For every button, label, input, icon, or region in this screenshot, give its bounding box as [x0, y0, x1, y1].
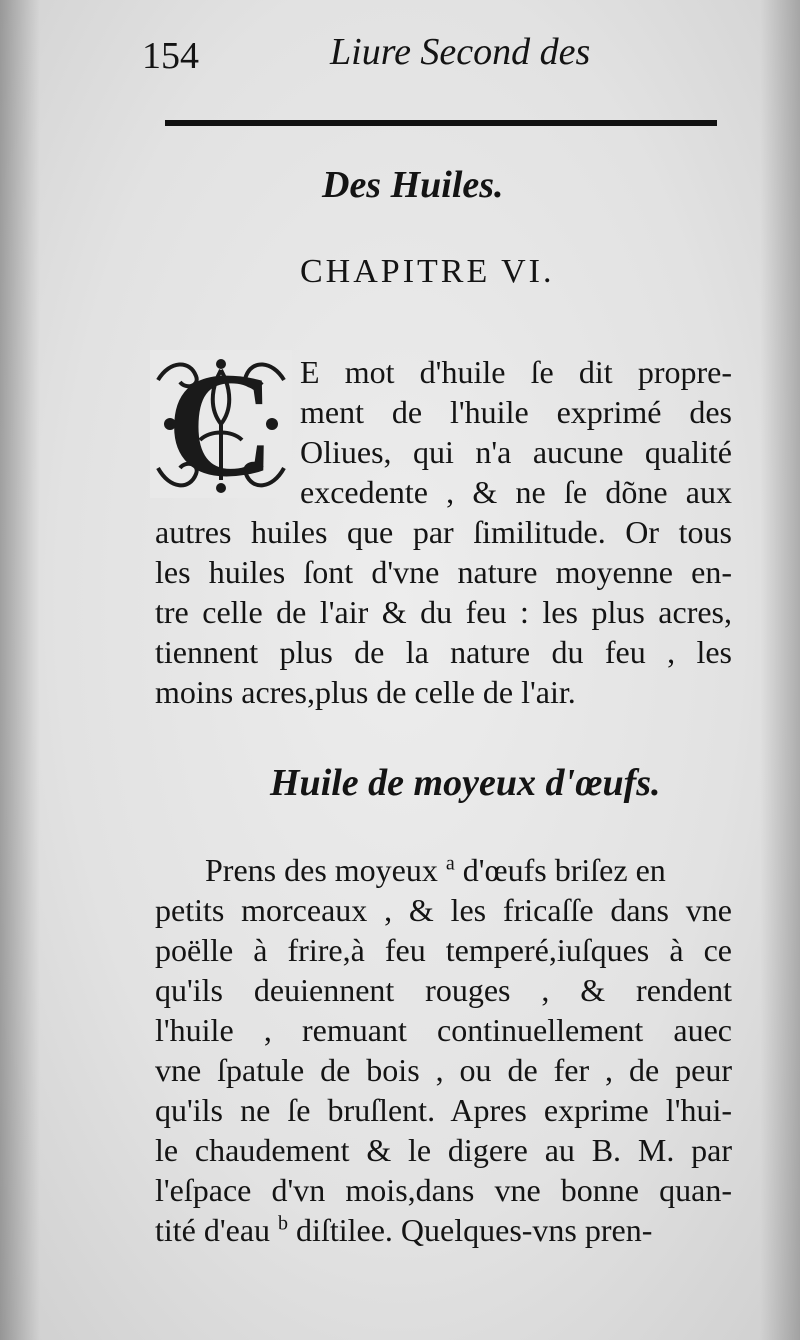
- body-line: vne ſpatule de bois , ou de fer , de peur: [155, 1052, 732, 1088]
- body-line: qu'ils deuiennent rouges , & rendent: [155, 972, 732, 1008]
- body-line: moins acres,plus de celle de l'air.: [155, 674, 576, 710]
- body-line: qu'ils ne ſe bruſlent. Apres exprime l'hui-: [155, 1092, 732, 1128]
- header-rule: [165, 120, 717, 126]
- footnote-marker: b: [278, 1212, 289, 1235]
- line-text: d'œufs briſez en: [454, 852, 666, 888]
- page-edge-shadow-left: [0, 0, 40, 1340]
- body-line: les huiles ſont d'vne nature moyenne en-: [155, 554, 732, 590]
- body-line: excedente , & ne ſe dõne aux: [300, 474, 732, 510]
- page-number: 154: [142, 35, 199, 77]
- body-line: petits morceaux , & les fricaſſe dans vne: [155, 892, 732, 928]
- body-line: l'eſpace d'vn mois,dans vne bonne quan-: [155, 1172, 732, 1208]
- body-line: tre celle de l'air & du feu : les plus acres,: [155, 594, 732, 630]
- body-line: E mot d'huile ſe dit propre-: [300, 354, 732, 390]
- body-line: tiennent plus de la nature du feu , les: [155, 634, 732, 670]
- line-text: tité d'eau: [155, 1212, 279, 1248]
- chapter-title: CHAPITRE VI.: [300, 253, 555, 290]
- drop-cap-letter: C: [166, 342, 276, 508]
- body-line: l'huile , remuant continuellement auec: [155, 1012, 732, 1048]
- line-text: Prens des moyeux: [205, 852, 446, 888]
- running-head: Liure Second des: [330, 31, 591, 73]
- body-line: [205, 850, 732, 890]
- body-line: autres huiles que par ſimilitude. Or tous: [155, 514, 732, 550]
- body-line: poëlle à frire,à feu temperé,iuſques à ce: [155, 932, 732, 968]
- body-line: [155, 1210, 732, 1250]
- body-line: le chaudement & le digere au B. M. par: [155, 1132, 732, 1168]
- line-text: diſtilee. Quelques-vns pren-: [288, 1212, 653, 1248]
- footnote-marker: a: [445, 852, 455, 875]
- section-heading: Huile de moyeux d'œufs.: [270, 762, 661, 804]
- body-line: ment de l'huile exprimé des: [300, 394, 732, 430]
- page-edge-shadow-right: [760, 0, 800, 1340]
- section-title: Des Huiles.: [322, 164, 504, 206]
- body-line: Oliues, qui n'a aucune qualité: [300, 434, 732, 470]
- ornamental-drop-cap: [150, 342, 292, 508]
